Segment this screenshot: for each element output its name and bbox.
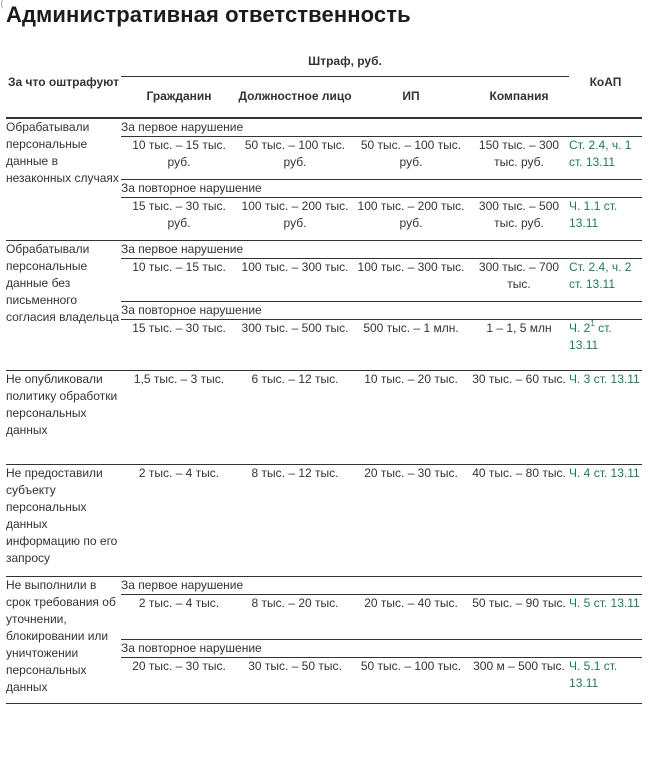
fine-ip: 20 тыс. – 30 тыс.	[353, 465, 469, 577]
column-header-fine-group: Штраф, руб.	[121, 48, 569, 76]
koap-reference: Ч. 5 ст. 13.11	[569, 595, 642, 640]
violation-cell: Обрабатывали персональные данные в незаконных случаях	[6, 118, 121, 241]
fine-citizen: 1,5 тыс. – 3 тыс.	[121, 371, 237, 465]
koap-reference: Ч. 3 ст. 13.11	[569, 371, 642, 465]
fine-ip: 100 тыс. – 200 тыс. руб.	[353, 198, 469, 241]
koap-reference: Ч. 5.1 ст. 13.11	[569, 658, 642, 704]
koap-part: Ч. 2	[569, 321, 591, 335]
subheader-first: За первое нарушение	[121, 577, 642, 595]
fine-company: 50 тыс. – 90 тыс.	[469, 595, 569, 640]
fine-citizen: 10 тыс. – 15 тыс.	[121, 259, 237, 302]
subheader-first: За первое нарушение	[121, 118, 642, 137]
fine-ip: 50 тыс. – 100 тыс. руб.	[353, 137, 469, 180]
fine-citizen: 2 тыс. – 4 тыс.	[121, 595, 237, 640]
table-row	[6, 371, 642, 465]
koap-article: ст. 13.11	[569, 321, 612, 352]
violation-cell: Не выполнили в срок требования об уточнении, блокировании или уничтожении персональных данных	[6, 577, 121, 704]
koap-reference: Ч. 1.1 ст. 13.11	[569, 198, 642, 241]
koap-reference: Ст. 2.4, ч. 1 ст. 13.11	[569, 137, 642, 180]
table-row	[6, 118, 642, 137]
fine-official: 8 тыс. – 12 тыс.	[237, 465, 353, 577]
fine-company: 300 м – 500 тыс.	[469, 658, 569, 704]
fine-ip: 20 тыс. – 40 тыс.	[353, 595, 469, 640]
violation-cell: Обрабатывали персональные данные без письменного согласия владельца	[6, 241, 121, 371]
fine-company: 300 тыс. – 700 тыс.	[469, 259, 569, 302]
fine-ip: 100 тыс. – 300 тыс.	[353, 259, 469, 302]
fine-ip: 500 тыс. – 1 млн.	[353, 320, 469, 371]
violation-cell: Не предоставили субъекту персональных данных информацию по его запросу	[6, 465, 121, 577]
page-title: Административная ответственность	[6, 2, 411, 27]
column-header-ip: ИП	[353, 76, 469, 118]
fine-company: 40 тыс. – 80 тыс.	[469, 465, 569, 577]
column-header-koap: КоАП	[569, 48, 642, 118]
koap-reference: Ст. 2.4, ч. 2 ст. 13.11	[569, 259, 642, 302]
fine-official: 100 тыс. – 200 тыс. руб.	[237, 198, 353, 241]
table-row	[6, 241, 642, 259]
subheader-repeat: За повторное нарушение	[121, 180, 642, 198]
fine-company: 300 тыс. – 500 тыс. руб.	[469, 198, 569, 241]
subheader-first: За первое нарушение	[121, 241, 642, 259]
fine-official: 30 тыс. – 50 тыс.	[237, 658, 353, 704]
column-header-official: Должностное лицо	[237, 76, 353, 118]
column-header-what: За что оштрафуют	[6, 48, 121, 118]
fine-official: 50 тыс. – 100 тыс. руб.	[237, 137, 353, 180]
table-row	[6, 577, 642, 595]
fine-citizen: 20 тыс. – 30 тыс.	[121, 658, 237, 704]
subheader-repeat: За повторное нарушение	[121, 640, 642, 658]
violation-cell: Не опубликовали политику обработки персональных данных	[6, 371, 121, 465]
subheader-repeat: За повторное нарушение	[121, 302, 642, 320]
fine-company: 30 тыс. – 60 тыс.	[469, 371, 569, 465]
fine-company: 150 тыс. – 300 тыс. руб.	[469, 137, 569, 180]
fine-citizen: 15 тыс. – 30 тыс.	[121, 320, 237, 371]
fine-official: 100 тыс. – 300 тыс.	[237, 259, 353, 302]
fine-company: 1 – 1, 5 млн	[469, 320, 569, 371]
column-header-citizen: Гражданин	[121, 76, 237, 118]
fine-citizen: 15 тыс. – 30 тыс. руб.	[121, 198, 237, 241]
table-row	[6, 465, 642, 577]
koap-reference: Ч. 4 ст. 13.11	[569, 465, 642, 577]
fine-citizen: 2 тыс. – 4 тыс.	[121, 465, 237, 577]
fine-official: 300 тыс. – 500 тыс.	[237, 320, 353, 371]
column-header-company: Компания	[469, 76, 569, 118]
fine-official: 8 тыс. – 20 тыс.	[237, 595, 353, 640]
koap-superscript: 1	[590, 319, 595, 328]
fine-ip: 10 тыс. – 20 тыс.	[353, 371, 469, 465]
koap-reference	[569, 320, 642, 371]
fine-ip: 50 тыс. – 100 тыс.	[353, 658, 469, 704]
corner-mark: ⟨	[0, 0, 4, 9]
fine-official: 6 тыс. – 12 тыс.	[237, 371, 353, 465]
fine-citizen: 10 тыс. – 15 тыс. руб.	[121, 137, 237, 180]
fines-table	[6, 48, 642, 704]
